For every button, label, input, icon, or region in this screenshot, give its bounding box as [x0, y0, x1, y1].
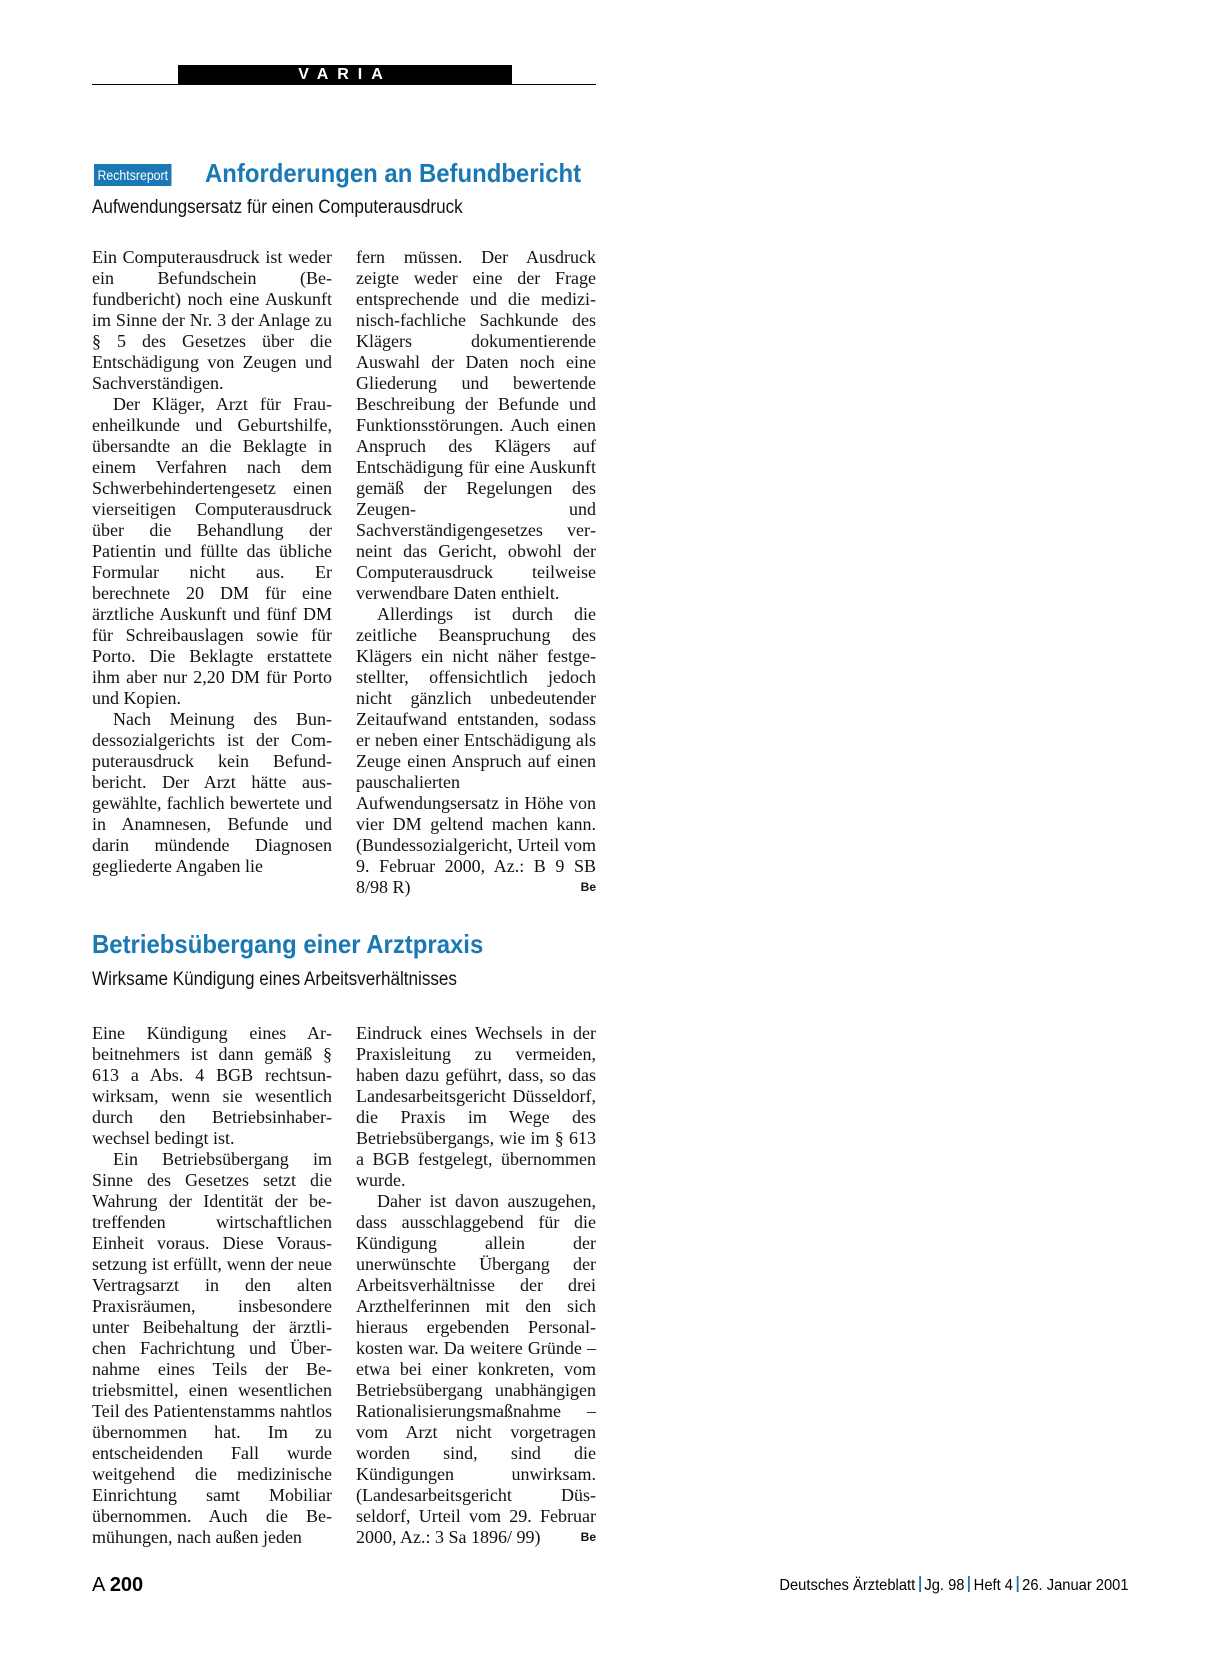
article-subtitle: Wirksame Kündigung eines Arbeitsverhältnisses	[92, 969, 457, 990]
paragraph: Allerdings ist durch die zeitliche Beanspruchung des Klägers ein nicht näher festgestellter, offensichtlich jedoch nicht gänzlich unbedeutender Zeitaufwand entstanden, sodass er neben einer Entschädigung als Zeuge einen Anspruch auf einen pauschalierten Aufwendungsersatz in Höhe von vier DM geltend machen kann. (Bundessozialgericht, Urteil vom 9. Februar 2000, Az.: B 9 SB 8/98 R)	[356, 604, 596, 897]
paragraph: fern müssen. Der Ausdruck zeigte weder eine der Frage entsprechende und die medizinisch-fachliche Sachkunde des Klägers dokumentierende Auswahl der Daten noch eine Gliederung und bewertende Beschreibung der Befunde und Funktionsstörungen. Auch einen Anspruch des Klägers auf Entschädigung für eine Auskunft gemäß der Regelungen des Zeugen- und Sachverständigengesetzes verneint das Gericht, obwohl der Computerausdruck teilweise verwendbare Daten enthielt.	[356, 247, 596, 603]
journal-name: Deutsches Ärzteblatt	[779, 1577, 916, 1594]
paragraph: Ein Computerausdruck ist weder ein Befundschein (Befundbericht) noch eine Auskunft im Sinne der Nr. 3 der Anlage zu § 5 des Gesetzes über die Entschädigung von Zeugen und Sachverständigen.	[92, 247, 332, 393]
article2-column-left	[92, 1023, 332, 1548]
journal-info	[780, 1576, 1129, 1596]
paragraph: Eindruck eines Wechsels in der Praxisleitung zu vermeiden, haben dazu geführt, dass, so das Landesarbeitsgericht Düsseldorf, die Praxis im Wege des Betriebsübergangs, wie im § 613 a BGB festgelegt, übernommen wurde.	[356, 1023, 596, 1190]
journal-issue: Heft 4	[974, 1577, 1014, 1594]
section-label: VARIA	[178, 65, 512, 85]
article1-column-right	[356, 247, 596, 898]
journal-volume: Jg. 98	[924, 1577, 965, 1594]
page-number	[92, 1573, 143, 1597]
separator	[919, 1576, 921, 1592]
paragraph: Der Kläger, Arzt für Frauenheilkunde und Geburtshilfe, übersandte an die Beklagte in einem Verfahren nach dem Schwerbehindertengesetz einen vierseitigen Computerausdruck über die Behandlung der Patientin und füllte das übliche Formular nicht aus. Er berechnete 20 DM für eine ärztliche Auskunft und fünf DM für Schreibauslagen sowie für Porto. Die Beklagte erstattete ihm aber nur 2,20 DM für Porto und Kopien.	[92, 394, 332, 708]
article2-column-right	[356, 1023, 596, 1548]
journal-date: 26. Januar 2001	[1022, 1577, 1129, 1594]
separator	[969, 1576, 971, 1592]
article-title: Anforderungen an Befundbericht	[205, 158, 582, 188]
page-prefix: A	[92, 1574, 105, 1596]
article1-column-left	[92, 247, 332, 877]
paragraph: Nach Meinung des Bundessozialgerichts ist der Computerausdruck kein Befundbericht. Der Arzt hätte ausgewählte, fachlich bewertete und in Anamnesen, Befunde und darin mündende Diagnosen gegliederte Angaben lie	[92, 709, 332, 876]
article-subtitle: Aufwendungsersatz für einen Computerausdruck	[92, 197, 463, 218]
page-number-value: 200	[109, 1574, 144, 1596]
article-title: Betriebsübergang einer Arztpraxis	[92, 929, 484, 959]
paragraph: Ein Betriebsübergang im Sinne des Gesetzes setzt die Wahrung der Identität der betreffenden wirtschaftlichen Einheit voraus. Diese Voraussetzung ist erfüllt, wenn der neue Vertragsarzt in den alten Praxisräumen, insbesondere unter Beibehaltung der ärztlichen Fachrichtung und Übernahme eines Teils der Betriebsmittel, einen wesentlichen Teil des Patientenstamms nahtlos übernommen hat. Im zu entscheidenden Fall wurde weitgehend die medizinische Einrichtung samt Mobiliar übernommen. Auch die Bemühungen, nach außen jeden	[92, 1149, 332, 1547]
rubric-badge: Rechtsreport	[94, 164, 172, 186]
author-signature: Be	[580, 880, 596, 894]
author-signature: Be	[580, 1530, 596, 1544]
paragraph: Daher ist davon auszugehen, dass ausschlaggebend für die Kündigung allein der unerwünschte Übergang der Arbeitsverhältnisse der drei Arzthelferinnen mit den sich hieraus ergebenden Personalkosten war. Da weitere Gründe – etwa bei einer konkreten, vom Betriebsübergang unabhängigen Rationalisierungsmaßnahme – vom Arzt nicht vorgetragen worden sind, sind die Kündigungen unwirksam. (Landesarbeitsgericht Düsseldorf, Urteil vom 29. Februar 2000, Az.: 3 Sa 1896/ 99)	[356, 1191, 596, 1547]
paragraph: Eine Kündigung eines Arbeitnehmers ist dann gemäß § 613 a Abs. 4 BGB rechtsunwirksam, wenn sie wesentlich durch den Betriebsinhaberwechsel bedingt ist.	[92, 1023, 332, 1148]
separator	[1017, 1576, 1019, 1592]
